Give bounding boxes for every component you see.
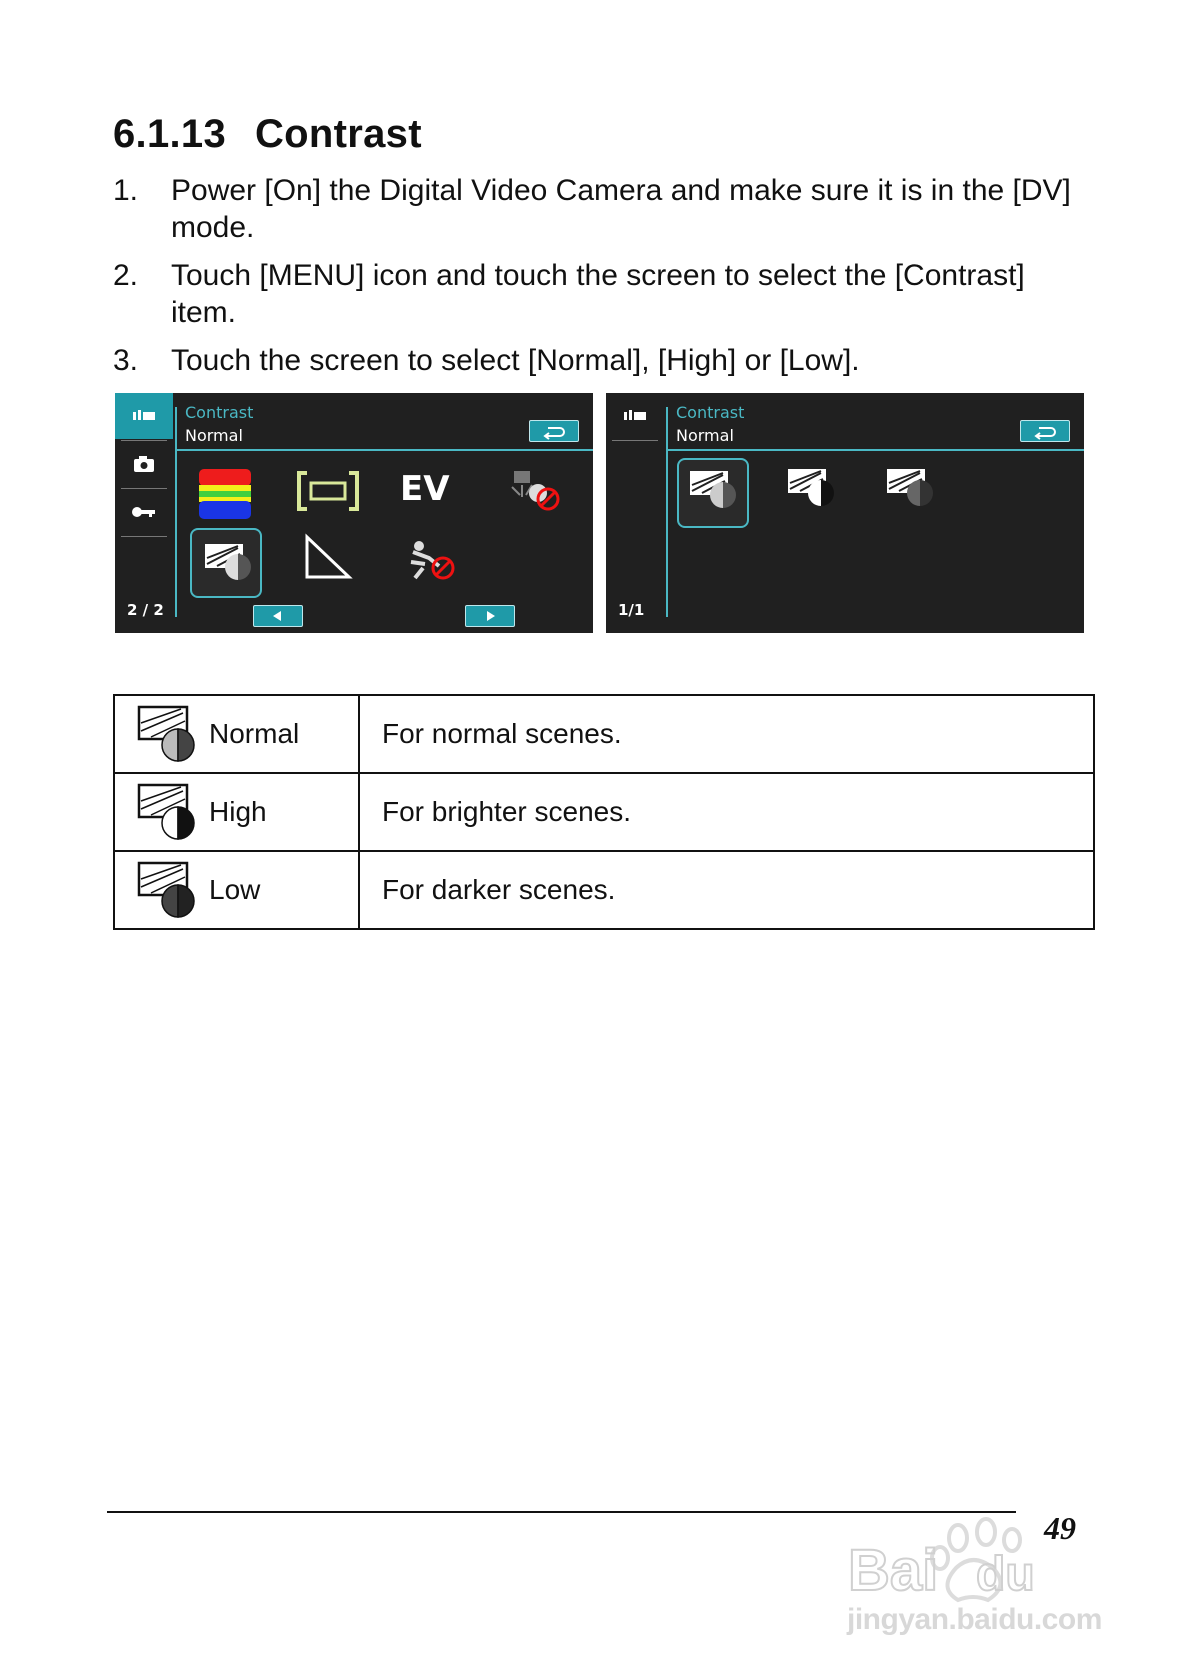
back-button[interactable] (529, 420, 579, 442)
mode-cell (114, 695, 359, 773)
tab-menu[interactable] (606, 393, 664, 439)
contrast-low-icon (137, 861, 197, 919)
table-row (114, 695, 1094, 773)
sharpness-option[interactable] (303, 533, 353, 588)
camera-icon (115, 441, 173, 487)
menu-title: Contrast (676, 403, 745, 422)
contrast-high-icon (137, 783, 197, 841)
table-row (114, 851, 1094, 929)
step-item (113, 342, 1093, 379)
table-row (114, 773, 1094, 851)
frame-option[interactable] (297, 471, 359, 516)
stabilizer-off-icon (405, 538, 457, 582)
menu-value: Normal (185, 426, 243, 445)
contrast-low-icon (883, 463, 939, 517)
back-button[interactable] (1020, 420, 1070, 442)
svg-text:Bai: Bai (848, 1538, 939, 1603)
menu-value: Normal (676, 426, 734, 445)
camera-menu-screen-left (115, 393, 593, 633)
step-item (113, 257, 1093, 331)
tab-camera[interactable] (115, 441, 173, 487)
description-cell: For brighter scenes. (359, 773, 1094, 851)
arrow-right-icon (466, 606, 514, 626)
contrast-options-table (113, 694, 1095, 930)
flash-off-icon (510, 467, 562, 517)
contrast-normal-icon (137, 705, 197, 763)
ev-option[interactable]: EV (400, 469, 450, 509)
step-text: Touch the screen to select [Normal], [High] or [Low]. (171, 344, 860, 377)
svg-text:du: du (976, 1548, 1035, 1601)
sharpness-icon (303, 533, 353, 583)
mode-label: High (209, 796, 267, 827)
watermark-text: jingyan.baidu.com (847, 1603, 1102, 1636)
menu-list-icon (606, 393, 664, 439)
step-number: 1. (113, 174, 139, 207)
baidu-watermark-logo (848, 1508, 1118, 1608)
step-text: Touch [MENU] icon and touch the screen to select the [Contrast] item. (171, 259, 1025, 329)
section-title: Contrast (255, 112, 422, 156)
color-bars-icon (199, 469, 251, 519)
prev-page-button[interactable] (253, 605, 303, 627)
tab-settings[interactable] (115, 489, 173, 535)
arrow-left-icon (254, 606, 302, 626)
description-cell: For normal scenes. (359, 695, 1094, 773)
mode-label: Normal (209, 718, 300, 749)
contrast-low-option[interactable] (883, 463, 939, 522)
menu-list-icon (115, 393, 173, 439)
next-page-button[interactable] (465, 605, 515, 627)
mode-label: Low (209, 874, 261, 905)
color-option[interactable] (199, 469, 251, 524)
contrast-high-option[interactable] (784, 463, 840, 522)
return-icon (530, 421, 578, 441)
step-number: 2. (113, 259, 139, 292)
menu-title: Contrast (185, 403, 254, 422)
mode-cell (114, 851, 359, 929)
return-icon (1021, 421, 1069, 441)
stabilizer-option[interactable] (405, 538, 457, 587)
contrast-normal-icon (679, 460, 747, 526)
description-cell: For darker scenes. (359, 851, 1094, 929)
page-indicator: 2 / 2 (127, 601, 164, 619)
contrast-icon (192, 530, 260, 596)
step-text: Power [On] the Digital Video Camera and make sure it is in the [DV] mode. (171, 174, 1071, 244)
frame-size-icon (297, 471, 359, 511)
step-number: 3. (113, 344, 139, 377)
contrast-option[interactable] (190, 528, 262, 598)
contrast-normal-option[interactable] (677, 458, 749, 528)
flash-option[interactable] (510, 467, 562, 522)
camera-menu-screen-right (606, 393, 1084, 633)
section-number: 6.1.13 (113, 112, 227, 156)
mode-cell (114, 773, 359, 851)
page-indicator: 1/1 (618, 601, 645, 619)
step-item (113, 172, 1093, 246)
steps-list (113, 172, 1093, 390)
section-heading (113, 112, 422, 157)
wrench-icon (115, 489, 173, 535)
tab-menu[interactable] (115, 393, 173, 439)
page-number: 49 (1044, 1510, 1076, 1546)
contrast-high-icon (784, 463, 840, 517)
